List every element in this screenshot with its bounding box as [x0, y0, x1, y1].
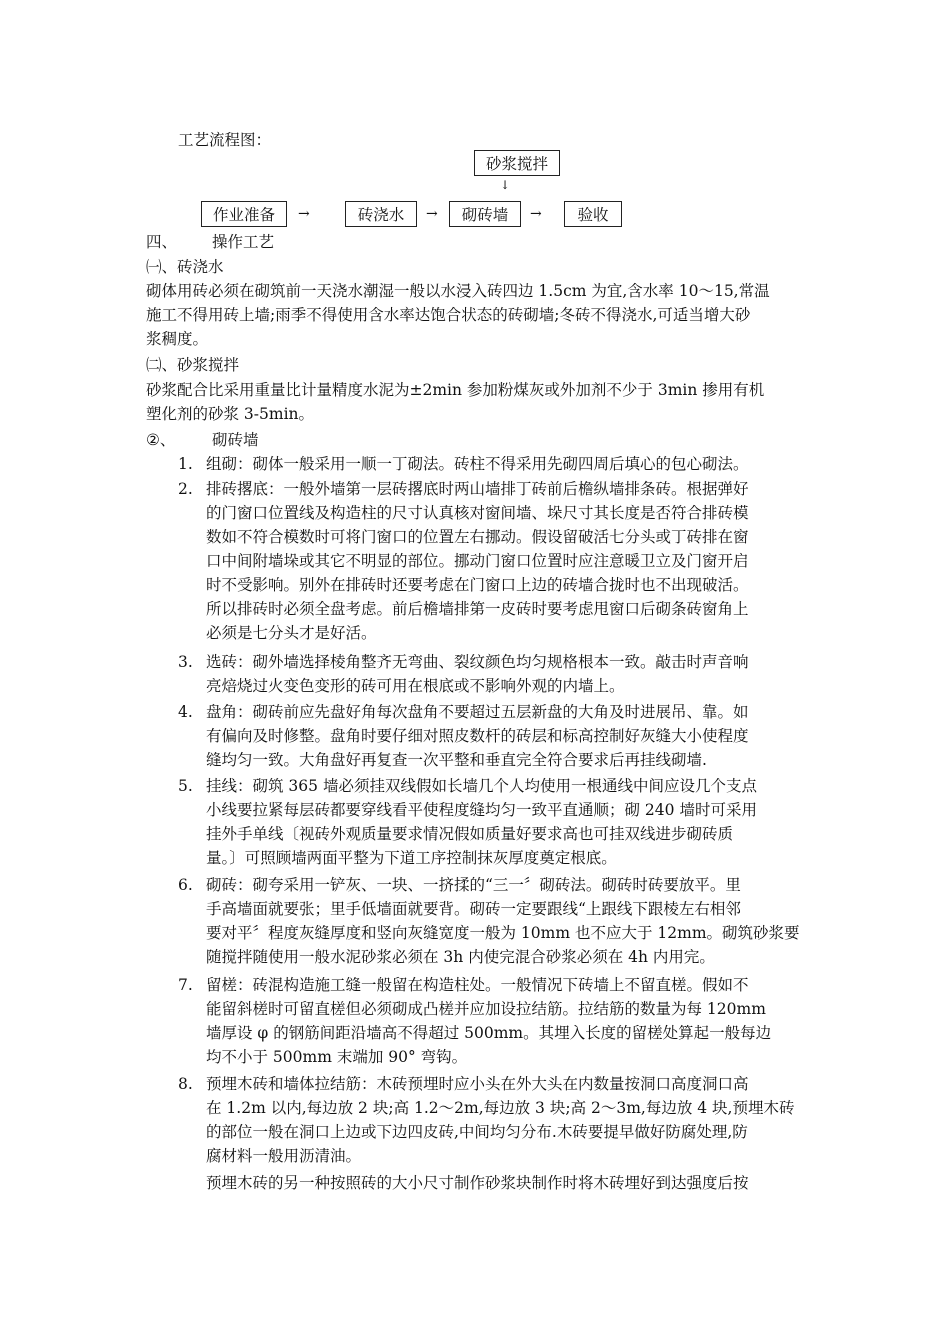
text-line: 选砖：砌外墙选择棱角整齐无弯曲、裂纹颜色均匀规格根本一致。敲击时声音响: [206, 653, 749, 671]
flow-arrow-right: →: [426, 206, 438, 222]
flow-arrow-down: ↓: [500, 178, 511, 192]
list-item-number: 7.: [178, 976, 193, 994]
list-item-number: 8.: [178, 1075, 193, 1093]
flowchart-label: 工艺流程图：: [178, 131, 272, 149]
flow-arrow-right: →: [298, 206, 310, 222]
list-item-number: 2.: [178, 480, 193, 498]
flow-box-mortar-mixing: 砂浆搅拌: [474, 150, 560, 176]
section-4-title: 操作工艺: [212, 233, 275, 251]
text-line: 所以排砖时必须全盘考虑。前后檐墙排第一皮砖时要考虑甩窗口后砌条砖窗角上: [206, 600, 749, 618]
text-line: 施工不得用砖上墙;雨季不得使用含水率达饱合状态的砖砌墙;冬砖不得浇水,可适当增大砂: [146, 306, 751, 324]
flow-arrow-right: →: [530, 206, 542, 222]
text-line: 缝均匀一致。大角盘好再复查一次平整和垂直完全符合要求后再挂线砌墙.: [206, 751, 707, 769]
text-line: 预埋木砖和墙体拉结筋：木砖预埋时应小头在外大头在内数量按洞口高度洞口高: [206, 1075, 749, 1093]
list-item: [178, 1072, 810, 1168]
text-line: 浆稠度。: [146, 330, 209, 348]
flow-box-preparation: 作业准备: [201, 201, 287, 227]
text-line: 有偏向及时修整。盘角时要仔细对照皮数杆的砖层和标高控制好灰缝大小使程度: [206, 727, 749, 745]
flow-box-bricklaying: 砌砖墙: [449, 201, 521, 227]
text-line: 的门窗口位置线及构造柱的尺寸认真核对窗间墙、垛尺寸其长度是否符合排砖模: [206, 504, 749, 522]
list-item: [178, 700, 810, 772]
list-item: [178, 650, 810, 698]
text-line: 留槎：砖混构造施工缝一般留在构造柱处。一般情况下砖墙上不留直槎。假如不: [206, 976, 749, 994]
text-line: 数如不符合模数时可将门窗口的位置左右挪动。假设留破活七分头或丁砖排在窗: [206, 528, 749, 546]
text-line: 挂外手单线〔视砖外观质量要求情况假如质量好要求高也可挂双线进步砌砖质: [206, 825, 734, 843]
list-item-number: 3.: [178, 653, 193, 671]
text-line: 手高墙面就要张；里手低墙面就要背。砌砖一定要跟线“上跟线下跟棱左右相邻: [206, 900, 741, 918]
text-line: 排砖撂底：一般外墙第一层砖撂底时两山墙排丁砖前后檐纵墙排条砖。根据弹好: [206, 480, 749, 498]
text-line: 时不受影响。别外在排砖时还要考虑在门窗口上边的砖墙合拢时也不出现破活。: [206, 576, 749, 594]
text-line: 组砌：砌体一般采用一顺一丁砌法。砖柱不得采用先砌四周后填心的包心砌法。: [206, 455, 749, 473]
list-item: [178, 452, 810, 476]
text-line: 在 1.2m 以内,每边放 2 块;高 1.2～2m,每边放 3 块;高 2～3m,每边放 4 块,预埋木砖: [206, 1099, 795, 1117]
text-line: 砂浆配合比采用重量比计量精度水泥为±2min 参加粉煤灰或外加剂不少于 3min 掺用有机: [146, 381, 765, 399]
text-line: 要对平〞程度灰缝厚度和竖向灰缝宽度一般为 10mm 也不应大于 12mm。砌筑砂浆要: [206, 924, 800, 942]
list-item-number: 5.: [178, 777, 193, 795]
text-line: 量。〕可照顾墙两面平整为下道工序控制抹灰厚度奠定根底。: [206, 849, 617, 867]
subsection-brick-watering-body: [146, 279, 810, 351]
text-line: 小线要拉紧每层砖都要穿线看平使程度缝均匀一致平直通顺；砌 240 墙时可采用: [206, 801, 757, 819]
text-line: 砌砖：砌夸采用一铲灰、一块、一挤揉的“三一〞砌砖法。砌砖时砖要放平。里: [206, 876, 741, 894]
text-line: 的部位一般在洞口上边或下边四皮砖,中间均匀分布.木砖要提早做好防腐处理,防: [206, 1123, 748, 1141]
flow-box-acceptance: 验收: [564, 201, 622, 227]
text-line: 墙厚设 φ 的钢筋间距沿墙高不得超过 500mm。其埋入长度的留槎处算起一般每边: [206, 1024, 772, 1042]
text-line: 腐材料一般用沥清油。: [206, 1147, 362, 1165]
text-line: 必须是七分头才是好活。: [206, 624, 377, 642]
continuation-paragraph: 预埋木砖的另一种按照砖的大小尺寸制作砂浆块制作时将木砖埋好到达强度后按: [206, 1174, 749, 1192]
list-item-number: 4.: [178, 703, 193, 721]
list-item: [178, 873, 810, 969]
text-line: 口中间附墙垛或其它不明显的部位。挪动门窗口位置时应注意暖卫立及门窗开启: [206, 552, 749, 570]
text-line: 能留斜槎时可留直槎但必须砌成凸槎并应加设拉结筋。拉结筋的数量为每 120mm: [206, 1000, 766, 1018]
list-item: [178, 973, 810, 1069]
subsection-brick-watering-heading: ㈠、砖浇水: [146, 258, 224, 276]
section-4-number: 四、: [146, 233, 178, 251]
flow-box-brick-watering: 砖浇水: [345, 201, 417, 227]
text-line: 随搅拌随使用一般水泥砂浆必须在 3h 内使完混合砂浆必须在 4h 内用完。: [206, 948, 715, 966]
subsection-bricklaying-number: ②、: [146, 431, 176, 449]
text-line: 塑化剂的砂浆 3-5min。: [146, 405, 315, 423]
subsection-bricklaying-title: 砌砖墙: [212, 431, 259, 449]
text-line: 挂线：砌筑 365 墙必须挂双线假如长墙几个人均使用一根通线中间应设几个支点: [206, 777, 757, 795]
subsection-mortar-mixing-body: [146, 378, 810, 426]
text-line: 盘角：砌砖前应先盘好角每次盘角不要超过五层新盘的大角及时进展吊、靠。如: [206, 703, 749, 721]
list-item: [178, 774, 810, 870]
text-line: 砌体用砖必须在砌筑前一天浇水潮湿一般以水浸入砖四边 1.5cm 为宜,含水率 10～15,常温: [146, 282, 770, 300]
text-line: 均不小于 500mm 末端加 90° 弯钩。: [206, 1048, 468, 1066]
list-item: [178, 477, 810, 645]
text-line: 亮焙烧过火变色变形的砖可用在根底或不影响外观的内墙上。: [206, 677, 625, 695]
list-item-number: 1.: [178, 455, 193, 473]
subsection-mortar-mixing-heading: ㈡、砂浆搅拌: [146, 356, 240, 374]
list-item-number: 6.: [178, 876, 193, 894]
